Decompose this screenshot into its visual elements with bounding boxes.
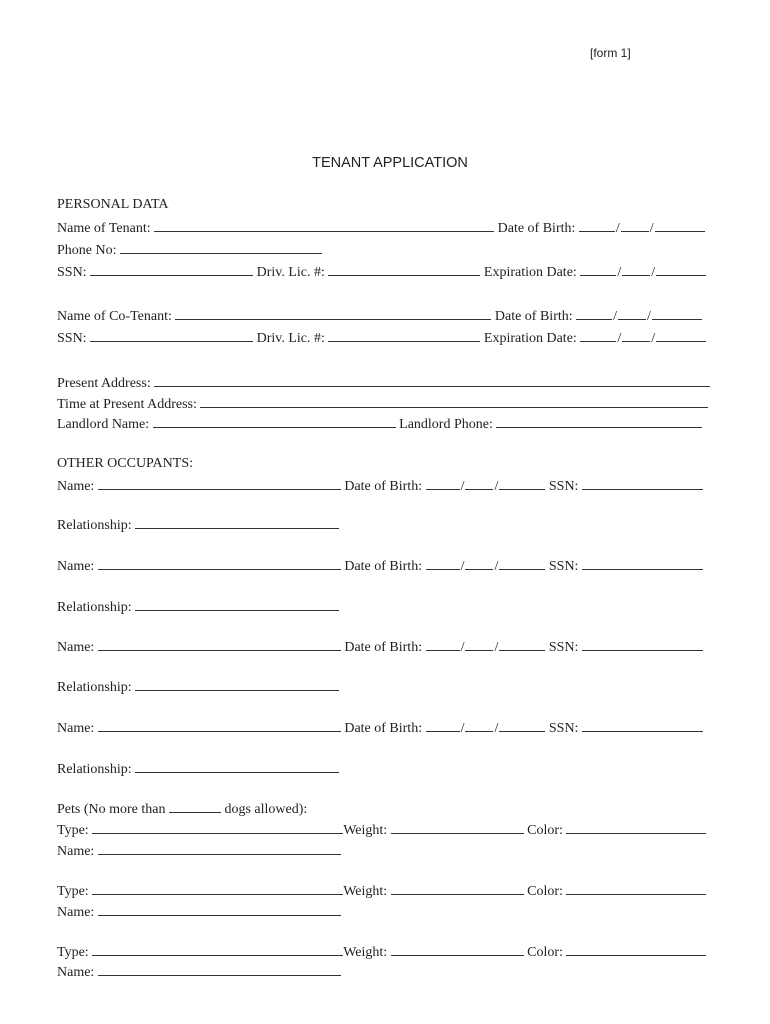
occupant-3-name-field[interactable] [98, 637, 341, 651]
driv-lic-label: Driv. Lic. #: [256, 331, 325, 346]
landlord-name-label: Landlord Name: [57, 417, 150, 432]
date-slash: / [494, 721, 499, 736]
pet-1-name-row [57, 841, 341, 861]
occupant-4-ssn-field[interactable] [582, 718, 703, 732]
occupant-2-dob-day-field[interactable] [465, 556, 493, 570]
occupant-3-ssn-field[interactable] [582, 637, 703, 651]
pet-1-weight-field[interactable] [391, 820, 524, 834]
present-address-row [57, 373, 710, 393]
date-slash: / [460, 479, 465, 494]
occupant-1-name-field[interactable] [98, 476, 341, 490]
occupant-1-relationship-field[interactable] [135, 515, 339, 529]
tenant-dob-label: Date of Birth: [497, 221, 576, 236]
pet-3-weight-field[interactable] [391, 942, 524, 956]
tenant-name-label: Name of Tenant: [57, 221, 151, 236]
occupant-2-relationship-field[interactable] [135, 597, 339, 611]
tenant-driv-lic-field[interactable] [328, 262, 480, 276]
pet-3-color-field[interactable] [566, 942, 706, 956]
page-title: TENANT APPLICATION [312, 155, 468, 171]
cotenant-name-label: Name of Co-Tenant: [57, 309, 172, 324]
tenant-dob-day-field[interactable] [621, 218, 649, 232]
cotenant-exp-month-field[interactable] [580, 328, 616, 342]
date-slash: / [649, 221, 654, 236]
pet-type-label: Type: [57, 945, 89, 960]
relationship-label: Relationship: [57, 680, 132, 695]
tenant-exp-year-field[interactable] [656, 262, 706, 276]
pet-weight-label: Weight: [343, 823, 388, 838]
pet-color-label: Color: [527, 823, 563, 838]
time-at-address-row [57, 394, 708, 414]
form-number-label: [form 1] [590, 46, 631, 60]
cotenant-dob-month-field[interactable] [576, 306, 612, 320]
occupant-ssn-label: SSN: [548, 640, 579, 655]
occupant-ssn-label: SSN: [548, 559, 579, 574]
pet-name-label: Name: [57, 844, 95, 859]
occupant-3-dob-day-field[interactable] [465, 637, 493, 651]
occupant-3-dob-year-field[interactable] [499, 637, 545, 651]
date-slash: / [494, 640, 499, 655]
present-address-label: Present Address: [57, 376, 151, 391]
occupant-dob-label: Date of Birth: [344, 559, 423, 574]
cotenant-dob-year-field[interactable] [652, 306, 702, 320]
date-slash: / [651, 331, 656, 346]
pet-1-row [57, 820, 706, 840]
expiration-label: Expiration Date: [483, 331, 577, 346]
occupant-4-dob-day-field[interactable] [465, 718, 493, 732]
occupant-name-label: Name: [57, 640, 95, 655]
phone-label: Phone No: [57, 243, 117, 258]
tenant-dob-month-field[interactable] [579, 218, 615, 232]
pet-2-row [57, 881, 706, 901]
cotenant-exp-day-field[interactable] [622, 328, 650, 342]
other-occupants-heading: OTHER OCCUPANTS: [57, 456, 194, 471]
landlord-phone-label: Landlord Phone: [399, 417, 493, 432]
pet-3-name-row [57, 962, 341, 982]
pet-weight-label: Weight: [343, 945, 388, 960]
occupant-4-row [57, 718, 703, 738]
pet-1-name-field[interactable] [98, 841, 341, 855]
date-slash: / [494, 559, 499, 574]
pet-2-type-field[interactable] [92, 881, 343, 895]
tenant-name-field[interactable] [154, 218, 494, 232]
cotenant-name-field[interactable] [175, 306, 491, 320]
tenant-dob-year-field[interactable] [655, 218, 705, 232]
date-slash: / [460, 640, 465, 655]
pets-heading [57, 799, 307, 819]
cotenant-driv-lic-field[interactable] [328, 328, 480, 342]
occupant-2-dob-year-field[interactable] [499, 556, 545, 570]
occupant-2-ssn-field[interactable] [582, 556, 703, 570]
occupant-3-relationship-row [57, 677, 339, 697]
landlord-name-field[interactable] [153, 414, 396, 428]
occupant-2-dob-month-field[interactable] [426, 556, 460, 570]
occupant-1-dob-day-field[interactable] [465, 476, 493, 490]
ssn-label: SSN: [57, 331, 87, 346]
pet-weight-label: Weight: [343, 884, 388, 899]
occupant-1-row [57, 476, 703, 496]
pet-2-name-row [57, 902, 341, 922]
date-slash: / [460, 559, 465, 574]
occupant-4-name-field[interactable] [98, 718, 341, 732]
date-slash: / [460, 721, 465, 736]
tenant-exp-month-field[interactable] [580, 262, 616, 276]
pet-2-color-field[interactable] [566, 881, 706, 895]
date-slash: / [617, 265, 622, 280]
ssn-label: SSN: [57, 265, 87, 280]
occupant-dob-label: Date of Birth: [344, 479, 423, 494]
occupant-dob-label: Date of Birth: [344, 721, 423, 736]
pets-heading-prefix: Pets (No more than [57, 802, 166, 817]
occupant-ssn-label: SSN: [548, 721, 579, 736]
time-at-address-field[interactable] [200, 394, 708, 408]
phone-row [57, 240, 322, 260]
relationship-label: Relationship: [57, 600, 132, 615]
cotenant-id-row [57, 328, 706, 348]
occupant-dob-label: Date of Birth: [344, 640, 423, 655]
pet-3-type-field[interactable] [92, 942, 343, 956]
pet-type-label: Type: [57, 823, 89, 838]
occupant-2-relationship-row [57, 597, 339, 617]
pet-1-color-field[interactable] [566, 820, 706, 834]
tenant-id-row [57, 262, 706, 282]
phone-field[interactable] [120, 240, 322, 254]
occupant-name-label: Name: [57, 721, 95, 736]
occupant-4-relationship-row [57, 759, 339, 779]
occupant-3-relationship-field[interactable] [135, 677, 339, 691]
pets-heading-suffix: dogs allowed): [224, 802, 308, 817]
cotenant-dob-label: Date of Birth: [494, 309, 573, 324]
expiration-label: Expiration Date: [483, 265, 577, 280]
landlord-row [57, 414, 702, 434]
pet-3-name-field[interactable] [98, 962, 341, 976]
relationship-label: Relationship: [57, 762, 132, 777]
date-slash: / [494, 479, 499, 494]
occupant-4-dob-month-field[interactable] [426, 718, 460, 732]
present-address-field[interactable] [154, 373, 710, 387]
occupant-ssn-label: SSN: [548, 479, 579, 494]
max-dogs-field[interactable] [169, 799, 221, 813]
date-slash: / [647, 309, 651, 324]
pet-type-label: Type: [57, 884, 89, 899]
occupant-2-name-field[interactable] [98, 556, 341, 570]
driv-lic-label: Driv. Lic. #: [256, 265, 325, 280]
date-slash: / [651, 265, 656, 280]
date-slash: / [617, 331, 622, 346]
occupant-4-dob-year-field[interactable] [499, 718, 545, 732]
occupant-2-row [57, 556, 703, 576]
pet-1-type-field[interactable] [92, 820, 343, 834]
pet-color-label: Color: [527, 884, 563, 899]
occupant-name-label: Name: [57, 479, 95, 494]
occupant-name-label: Name: [57, 559, 95, 574]
pet-name-label: Name: [57, 965, 95, 980]
date-slash: / [615, 221, 620, 236]
tenant-exp-day-field[interactable] [622, 262, 650, 276]
pet-2-name-field[interactable] [98, 902, 341, 916]
occupant-3-row [57, 637, 703, 657]
pet-name-label: Name: [57, 905, 95, 920]
occupant-1-dob-month-field[interactable] [426, 476, 460, 490]
cotenant-row [57, 306, 702, 326]
occupant-4-relationship-field[interactable] [135, 759, 339, 773]
occupant-1-relationship-row [57, 515, 339, 535]
pet-3-row [57, 942, 706, 962]
occupant-3-dob-month-field[interactable] [426, 637, 460, 651]
cotenant-exp-year-field[interactable] [656, 328, 706, 342]
tenant-row [57, 218, 705, 238]
date-slash: / [613, 309, 618, 324]
landlord-phone-field[interactable] [496, 414, 702, 428]
cotenant-dob-day-field[interactable] [618, 306, 646, 320]
occupant-1-ssn-field[interactable] [582, 476, 703, 490]
cotenant-ssn-field[interactable] [90, 328, 253, 342]
relationship-label: Relationship: [57, 518, 132, 533]
tenant-ssn-field[interactable] [90, 262, 253, 276]
pet-color-label: Color: [527, 945, 563, 960]
pet-2-weight-field[interactable] [391, 881, 524, 895]
occupant-1-dob-year-field[interactable] [499, 476, 545, 490]
personal-data-heading: PERSONAL DATA [57, 197, 169, 212]
time-at-address-label: Time at Present Address: [57, 397, 197, 412]
